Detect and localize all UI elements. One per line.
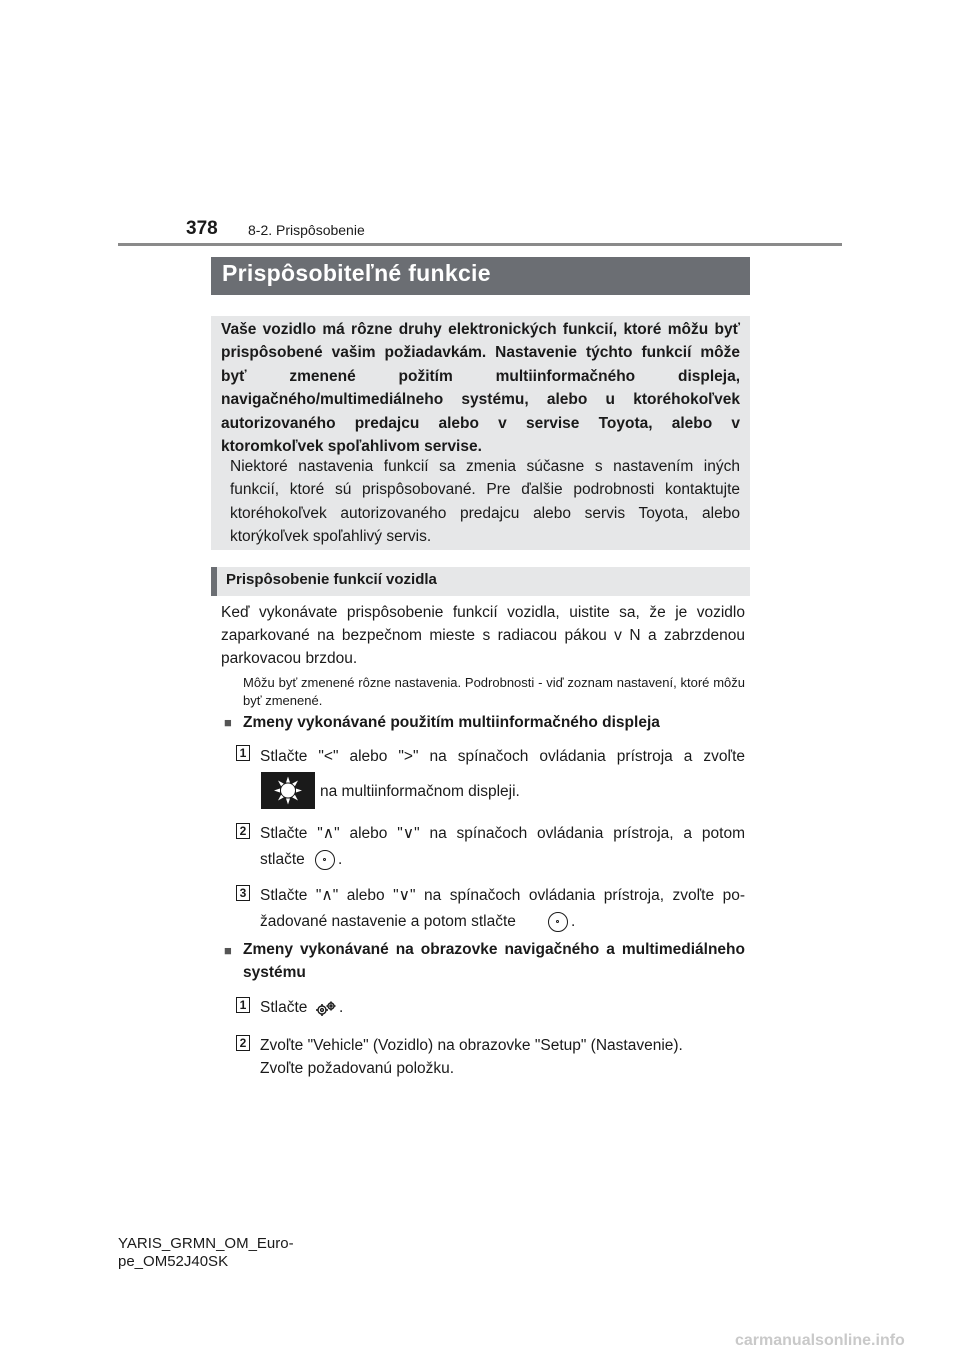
body-paragraph: Keď vykonávate prispôsobenie funkcií vozidla, uistite sa, že je vozidlo zaparkované na bezpečnom mieste s radiacou pákou v N a zabrzdenou parkovacou brzdou. [221, 604, 745, 668]
step-text: Stlačte "<" alebo ">" na spínačoch ovládania prístroja a zvoľte [260, 748, 745, 765]
step-text: Stlačte "∧" alebo "∨" na spínačoch ovládania prístroja, zvoľte po- [260, 887, 745, 904]
step-number: 1 [236, 745, 250, 761]
page-title: Prispôsobiteľné funkcie [222, 260, 491, 286]
step-text: na multiinformačnom displeji. [320, 783, 520, 800]
step-text: Stlačte "∧" alebo "∨" na spínačoch ovládania prístroja, a potom [260, 825, 745, 842]
intro-bold-paragraph: Vaše vozidlo má rôzne druhy elektronických funkcií, ktoré môžu byť prispôsobené vašim požiadavkám. Nastavenie týchto funkcií môže byť zmenené požitím multiinformačného displeja, navigačného/multimediálneho systému, alebo u ktoréhokoľvek autorizovaného predajcu alebo v servise Toyota, alebo v ktoromkoľvek spoľahlivom servise. [221, 321, 740, 456]
note-paragraph: Môžu byť zmenené rôzne nastavenia. Podrobnosti - viď zoznam nastavení, ktoré môžu byť zmenené. [243, 675, 745, 708]
section-reference: 8-2. Prispôsobenie [248, 222, 365, 238]
step-text: Zvoľte požadovanú položku. [260, 1060, 455, 1077]
method2-heading: Zmeny vykonávané na obrazovke navigačného a multimediálneho systému [243, 941, 745, 981]
step-text: . [338, 851, 343, 868]
step-number: 2 [236, 823, 250, 839]
step-text: žadované nastavenie a potom stlačte [260, 913, 516, 930]
step-text: . [339, 999, 344, 1016]
step-number: 3 [236, 885, 250, 901]
watermark: carmanualsonline.info [735, 1332, 905, 1349]
bullet-square-icon: ■ [224, 715, 232, 730]
step-number: 1 [236, 997, 250, 1013]
subsection-title: Prispôsobenie funkcií vozidla [226, 571, 437, 588]
step-number: 2 [236, 1035, 250, 1051]
header-divider [118, 243, 842, 246]
step-text: . [571, 913, 576, 930]
step-text: Zvoľte "Vehicle" (Vozidlo) na obrazovke "Setup" (Nastavenie). [260, 1037, 683, 1054]
setup-gears-icon [315, 1000, 337, 1018]
ok-button-icon [315, 850, 335, 870]
ok-button-icon [548, 912, 568, 932]
bullet-square-icon: ■ [224, 943, 232, 958]
intro-paragraph: Niektoré nastavenia funkcií sa zmenia súčasne s nastavením iných funkcií, ktoré sú prispôsobované. Pre ďalšie podrobnosti kontaktujte ktoréhokoľvek autorizovaného predajcu alebo servis Toyota, alebo ktorýkoľvek spoľahlivý servis. [230, 458, 740, 546]
document-code [118, 1235, 294, 1271]
step-text: stlačte [260, 851, 305, 868]
settings-sun-icon [261, 772, 315, 809]
page-number: 378 [186, 218, 218, 239]
method1-heading: Zmeny vykonávané použitím multiinformačného displeja [243, 714, 660, 731]
step-text: Stlačte [260, 999, 308, 1016]
document-code-line: YARIS_GRMN_OM_Euro- [118, 1235, 294, 1252]
document-code-line: pe_OM52J40SK [118, 1253, 229, 1270]
